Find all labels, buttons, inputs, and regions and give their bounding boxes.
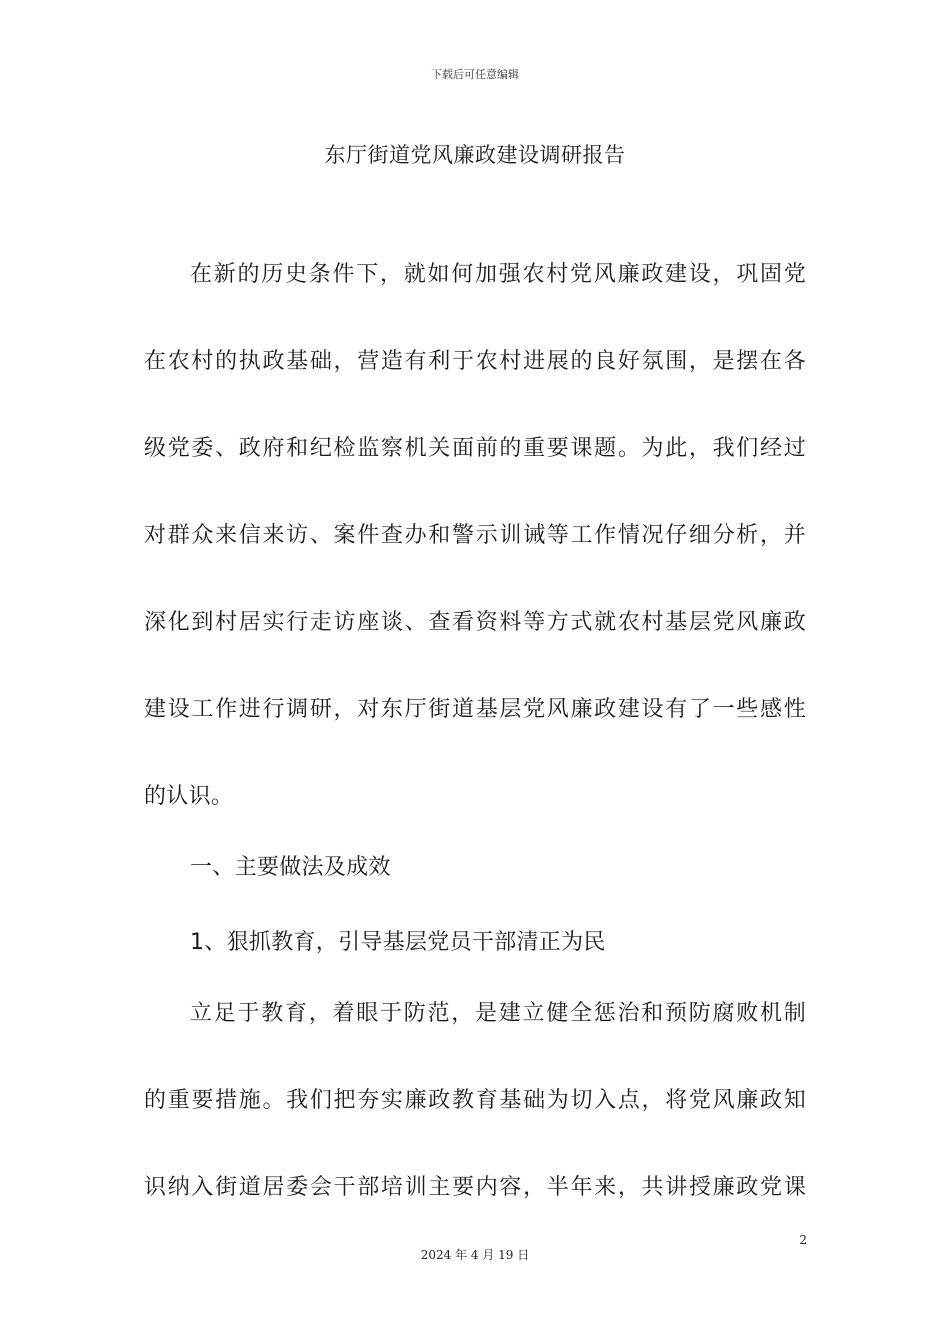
footer-date: 2024 年 4 月 19 日 [420,1248,530,1262]
body-line: 在农村的执政基础，营造有利于农村进展的良好氛围，是摆在各 [144,349,806,374]
body-line: 的认识。 [144,784,234,809]
section-heading: 一、主要做法及成效 [190,855,391,880]
body-line: 级党委、政府和纪检监察机关面前的重要课题。为此，我们经过 [144,436,806,461]
body-line: 立足于教育，着眼于防范，是建立健全惩治和预防腐败机制 [190,1001,806,1026]
subsection-heading: 1、狠抓教育，引导基层党员干部清正为民 [190,930,606,955]
body-line: 对群众来信来访、案件查办和警示训诫等工作情况仔细分析，并 [144,523,806,548]
body-line: 识纳入街道居委会干部培训主要内容，半年来，共讲授廉政党课 [144,1175,806,1200]
body-line: 深化到村居实行走访座谈、查看资料等方式就农村基层党风廉政 [144,610,806,635]
page-number: 2 [799,1233,807,1247]
document-title: 东厅街道党风廉政建设调研报告 [324,143,626,167]
header-note: 下载后可任意编辑 [431,68,519,81]
body-line: 在新的历史条件下，就如何加强农村党风廉政建设，巩固党 [190,262,806,287]
body-line: 的重要措施。我们把夯实廉政教育基础为切入点，将党风廉政知 [144,1088,806,1113]
body-line: 建设工作进行调研，对东厅街道基层党风廉政建设有了一些感性 [144,697,806,722]
